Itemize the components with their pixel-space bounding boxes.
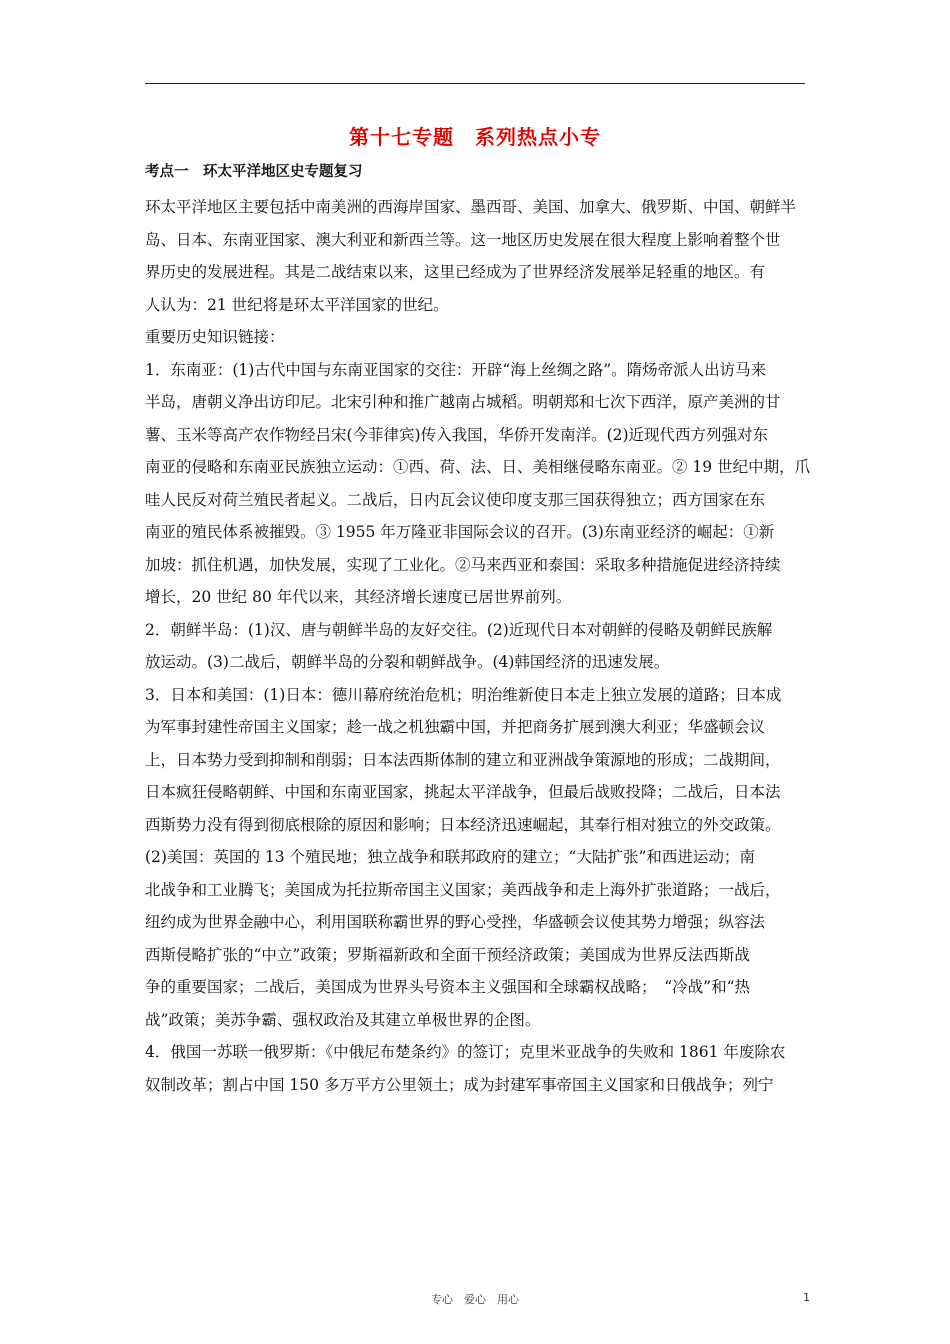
text-line: 薯、玉米等高产农作物经吕宋(今菲律宾)传入我国，华侨开发南洋。(2)近现代西方列强对东	[145, 425, 769, 444]
text-line: 为军事封建性帝国主义国家；趁一战之机独霸中国，并把商务扩展到澳大利亚；华盛顿会议	[145, 718, 766, 736]
text-line: 3．日本和美国：(1)日本：德川幕府统治危机；明治维新使日本走上独立发展的道路；日本成	[145, 685, 782, 704]
text-line: 4．俄国一苏联一俄罗斯：《中俄尼布楚条约》的签订；克里米亚战争的失败和 1861 年废除农	[145, 1043, 786, 1061]
text-line: 争的重要国家；二战后，美国成为世界头号资本主义强国和全球霸权战略； “冷战”和“热	[145, 978, 751, 996]
text-line: 上，日本势力受到抑制和削弱；日本法西斯体制的建立和亚洲战争策源地的形成；二战期间，	[145, 750, 781, 769]
page-title: 第十七专题 系列热点小专	[349, 125, 601, 149]
text-line: 放运动。(3)二战后，朝鲜半岛的分裂和朝鲜战争。(4)韩国经济的迅速发展。	[145, 653, 670, 671]
page-number: 1	[803, 1291, 810, 1304]
text-line: 重要历史知识链接：	[145, 328, 285, 346]
footer-motto: 专心 爱心 用心	[431, 1293, 519, 1306]
text-line: 奴制改革；割占中国 150 多万平方公里领土；成为封建军事帝国主义国家和日俄战争；列宁	[145, 1075, 774, 1094]
text-line: 哇人民反对荷兰殖民者起义。二战后，日内瓦会议使印度支那三国获得独立；西方国家在东	[145, 490, 766, 509]
text-line: 西斯侵略扩张的“中立”政策；罗斯福新政和全面干预经济政策；美国成为世界反法西斯战	[145, 945, 750, 964]
text-line: 北战争和工业腾飞；美国成为托拉斯帝国主义国家；美西战争和走上海外扩张道路；一战后，	[145, 880, 781, 899]
text-line: 半岛，唐朝义净出访印尼。北宋引种和推广越南占城稻。明朝郑和七次下西洋，原产美洲的甘	[145, 393, 781, 411]
text-line: 纽约成为世界金融中心，利用国联称霸世界的野心受挫，华盛顿会议使其势力增强；纵容法	[145, 913, 766, 931]
text-line: 日本疯狂侵略朝鲜、中国和东南亚国家，挑起太平洋战争，但最后战败投降；二战后，日本法	[145, 783, 781, 801]
section-heading: 考点一 环太平洋地区史专题复习	[145, 164, 363, 180]
text-line: 加坡：抓住机遇，加快发展，实现了工业化。②马来西亚和泰国：采取多种措施促进经济持续	[145, 555, 781, 574]
text-line: 增长，20 世纪 80 年代以来，其经济增长速度已居世界前列。	[145, 588, 572, 606]
text-line: 2．朝鲜半岛：(1)汉、唐与朝鲜半岛的友好交往。(2)近现代日本对朝鲜的侵略及朝鲜民族解	[145, 620, 773, 639]
text-line: 环太平洋地区主要包括中南美洲的西海岸国家、墨西哥、美国、加拿大、俄罗斯、中国、朝鲜半	[145, 198, 797, 216]
text-line: (2)美国：英国的 13 个殖民地；独立战争和联邦政府的建立；“大陆扩张”和西进运动；南	[145, 848, 755, 866]
body-text	[145, 191, 810, 1101]
text-line: 界历史的发展进程。其是二战结束以来，这里已经成为了世界经济发展举足轻重的地区。有	[145, 263, 766, 281]
text-line: 南亚的殖民体系被摧毁。③ 1955 年万隆亚非国际会议的召开。(3)东南亚经济的崛起：①新	[145, 523, 775, 541]
text-line: 岛、日本、东南亚国家、澳大利亚和新西兰等。这一地区历史发展在很大程度上影响着整个世	[145, 230, 781, 249]
text-line: 战”政策；美苏争霸、强权政治及其建立单极世界的企图。	[145, 1010, 541, 1029]
text-line: 人认为：21 世纪将是环太平洋国家的世纪。	[145, 295, 449, 314]
text-line: 西斯势力没有得到彻底根除的原因和影响；日本经济迅速崛起，其奉行相对独立的外交政策。	[145, 815, 781, 834]
text-line: 1．东南亚：(1)古代中国与东南亚国家的交往：开辟“海上丝绸之路”。隋炀帝派人出访马来	[145, 360, 767, 379]
header-rule	[145, 83, 805, 84]
text-line: 南亚的侵略和东南亚民族独立运动：①西、荷、法、日、美相继侵略东南亚。② 19 世纪中期，爪	[145, 458, 810, 476]
